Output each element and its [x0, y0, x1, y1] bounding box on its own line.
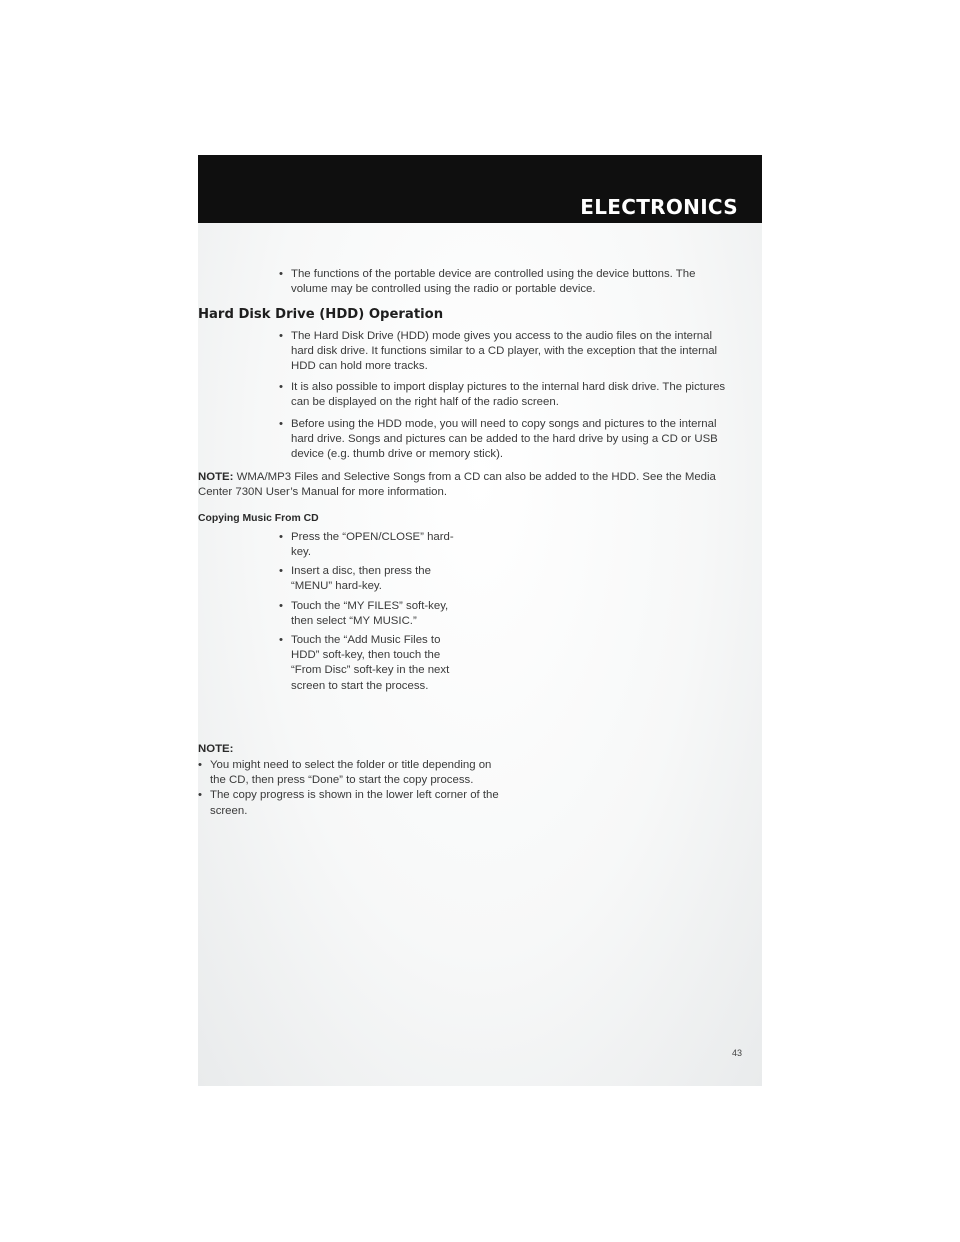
copy-step: • Touch the “MY FILES” soft-key, then select “MY MUSIC.”: [198, 599, 488, 629]
hdd-bullet: • Before using the HDD mode, you will need to copy songs and pictures to the internal hard drive. Songs and pictures can be added to the hard drive by using a CD or USB device (e.g. thumb drive or memory stick).: [198, 417, 762, 463]
manual-page: [198, 155, 762, 1086]
hdd-heading: Hard Disk Drive (HDD) Operation: [198, 307, 444, 323]
page-body: [198, 267, 762, 819]
intro-bullet: • The functions of the portable device are controlled using the device buttons. The volume may be controlled using the radio or portable device.: [198, 267, 762, 297]
hdd-bullet: • The Hard Disk Drive (HDD) mode gives you access to the audio files on the internal hard disk drive. It functions similar to a CD player, with the exception that the internal HDD can hold more tracks.: [198, 329, 762, 375]
hdd-bullet: • It is also possible to import display pictures to the internal hard disk drive. The pictures can be displayed on the right half of the radio screen.: [198, 380, 762, 410]
copy-step: • Press the “OPEN/CLOSE” hard-key.: [198, 530, 488, 560]
note-item: • You might need to select the folder or title depending on the CD, then press “Done” to start the copy process.: [198, 758, 500, 788]
note-item: • The copy progress is shown in the lower left corner of the screen.: [198, 788, 500, 818]
section-header-bar: [198, 155, 762, 223]
copy-notes: [198, 742, 762, 819]
copy-step: • Insert a disc, then press the “MENU” hard-key.: [198, 564, 488, 594]
note-label: NOTE:: [198, 742, 234, 755]
copy-step: • Touch the “Add Music Files to HDD” soft-key, then touch the “From Disc” soft-key in the next screen to start the process.: [198, 633, 488, 694]
hdd-note: [198, 470, 762, 500]
page-number: 43: [731, 1048, 742, 1058]
section-title: ELECTRONICS: [580, 195, 738, 219]
note-text: WMA/MP3 Files and Selective Songs from a CD can also be added to the HDD. See the Media Center 730N User’s Manual for more information.: [198, 471, 716, 499]
note-label: NOTE:: [198, 471, 234, 484]
copying-subheading: Copying Music From CD: [198, 512, 319, 524]
